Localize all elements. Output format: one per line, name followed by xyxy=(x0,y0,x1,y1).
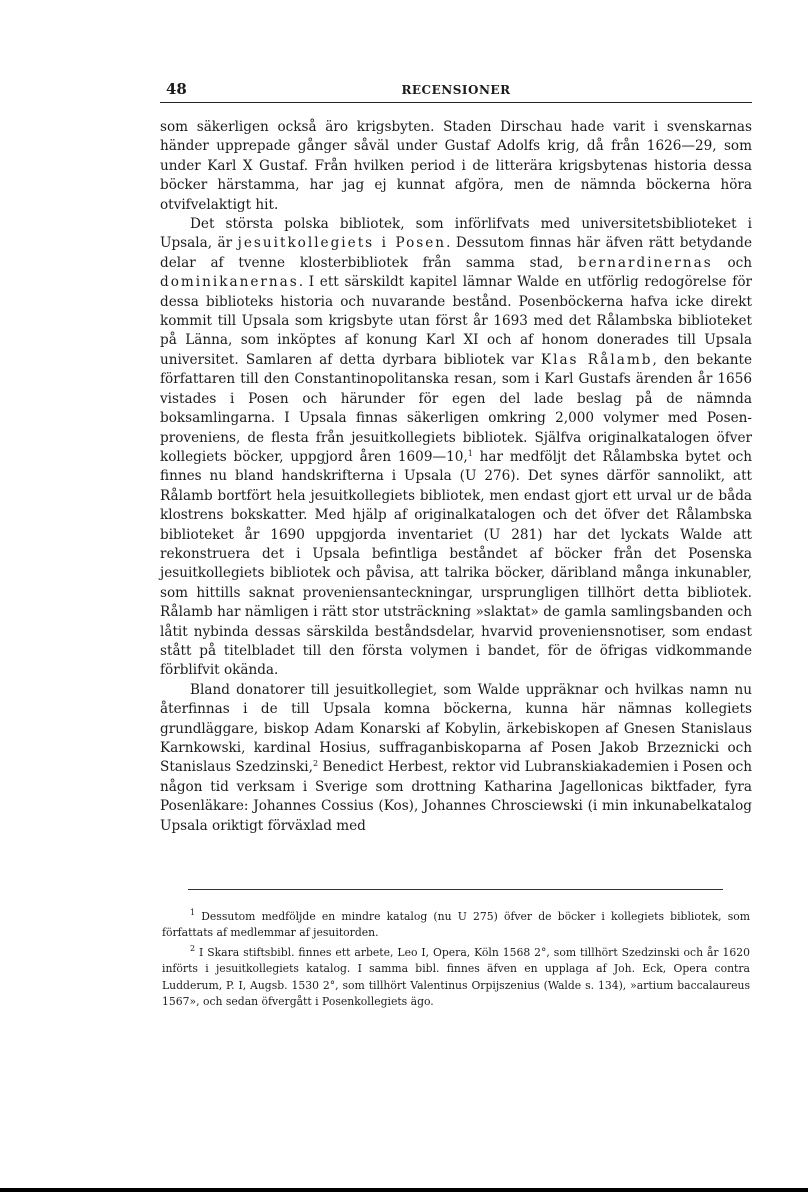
footnote-1 xyxy=(162,909,750,942)
paragraph-2-text: har medföljt det Rålambska bytet och finnes nu bland handskrifterna i Upsala (U 276). Det synes därför sannolikt, att Rålamb bortfört hela jesuitkollegiets bibliotek, men endast gjort ett urval ur de båda klostrens bokskatter. Med hjälp af originalkatalogen och det öfver det Rålambska biblioteket år 1690 uppgjorda inventariet (U 281) har det lyckats Walde att rekonstruera det i Upsala befintliga beståndet af böcker från det Posenska jesuitkollegiets bibliotek och påvisa, att talrika böcker, däribland många inkunabler, som hittills saknat proveniensanteckningar, ursprungligen tillhört detta bibliotek. Rålamb har nämligen i rätt stor utsträckning »slaktat» de gamla samlingsbanden och låtit nybinda dessas särskilda beståndsdelar, hvarvid proveniensnotiser, som endast stått på titelbladet till den första volymen i bandet, för de öfrigas vidkommande förblifvit okända. xyxy=(160,448,752,679)
footnote-2-text: I Skara stiftsbibl. finnes ett arbete, Leo I, Opera, Köln 1568 2°, som tillhört Szedzinski och år 1620 införts i jesuitkollegiets katalog. I samma bibl. finnes äfven en upplaga af Joh. Eck, Opera contra Ludderum, P. I, Augsb. 1530 2°, som tillhört Valentinus Orpijszenius (Walde s. 134), »artium baccalaureus 1567», och sedan öfvergått i Posenkollegiets ägo. xyxy=(162,945,750,1009)
footnote-1-text: Dessutom medföljde en mindre katalog (nu U 275) öfver de böcker i kollegiets bibliotek, som författats af medlemmar af jesuitorden. xyxy=(162,910,750,940)
paragraph-1: som säkerligen också äro krigsbyten. Staden Dirschau hade varit i svenskarnas händer upprepade gånger såväl under Gustaf Adolfs krig, då från 1626—29, som under Karl X Gustaf. Från hvilken period i de litterära krigsbytenas historia dessa böcker härstamma, har jag ej kunnat afgöra, men de nämnda böckerna höra otvifvelaktigt hit. xyxy=(160,119,752,213)
paragraph-2-text: Det största polska bibliotek, som införlifvats med universitetsbiblioteket i Upsala, är xyxy=(160,216,752,252)
footnotes xyxy=(162,909,750,1013)
footnote-marker-2: 2 xyxy=(190,943,196,953)
footnote-ref-1: 1 xyxy=(467,448,473,458)
emphasis-bernardines: bernardinernas xyxy=(577,254,713,271)
scan-bottom-edge xyxy=(0,1188,808,1192)
paragraph-3-text: Bland donatorer till jesuitkollegiet, som Walde uppräknar och hvilkas namn nu återfinnas i de till Upsala komna böckerna, kunna här nämnas kollegiets grundläggare, biskop Adam Konarski af Kobylin, ärkebiskopen af Gnesen Stanislaus Karnkowski, kardinal Hosius, suffraganbiskoparna af Posen Jakob Brzeznicki och Stanislaus Szedzinski, xyxy=(160,681,752,776)
emphasis-klas-ralamb: Klas Rålamb xyxy=(540,351,653,368)
page-number: 48 xyxy=(166,80,187,98)
emphasis-dominicans: dominikanernas xyxy=(160,274,299,291)
page-header xyxy=(160,80,752,103)
footnote-2 xyxy=(162,945,750,1011)
paragraph-2-text: , den bekante författaren till den Constantinopolitanska resan, som i Karl Gustafs ärenden år 1656 vistades i Posen och härunder för egen del lade beslag på de nämnda boksamlingarna. I Upsala finnas säkerligen omkring 2,000 volymer med Posen-proveniens, de flesta från jesuitkollegiets bibliotek. Själfva originalkatalogen öfver kollegiets böcker, uppgjord åren 1609—10, xyxy=(160,351,752,465)
paragraph-2 xyxy=(160,215,752,681)
paragraph-2-text: och xyxy=(712,254,752,271)
paragraph-3-text: Benedict Herbest, rektor vid Lubranskiakademien i Posen och någon tid verksam i Sverige som drottning Katharina Jagellonicas biktfader, fyra Posenläkare: Johannes Cossius (Kos), Johannes Chrosciewski (i min inkunabelkatalog Upsala oriktigt förväxlad med xyxy=(160,759,752,834)
running-title: RECENSIONER xyxy=(401,83,511,97)
paragraph-2-text: . I ett särskildt kapitel lämnar Walde en utförlig redogörelse för dessa biblioteks historia och nuvarande bestånd. Posenböckerna hafva icke direkt kommit till Upsala som krigsbyte utan först år 1693 med det Rålambska biblioteket på Länna, som inköptes af konung Karl XI och af honom donerades till Upsala universitet. Samlaren af detta dyrbara bibliotek var xyxy=(160,274,752,368)
emphasis-jesuit-college: jesuitkollegiets i Posen xyxy=(237,235,447,252)
footnote-divider xyxy=(188,889,723,890)
footnote-marker-1: 1 xyxy=(190,908,196,917)
paragraph-2-text: . Dessutom finnas här äfven rätt betydande delar af tvenne klosterbibliotek från samma stad, xyxy=(160,235,752,271)
body-text xyxy=(160,118,752,836)
paragraph-3 xyxy=(160,681,752,836)
footnote-ref-2: 2 xyxy=(312,759,319,769)
